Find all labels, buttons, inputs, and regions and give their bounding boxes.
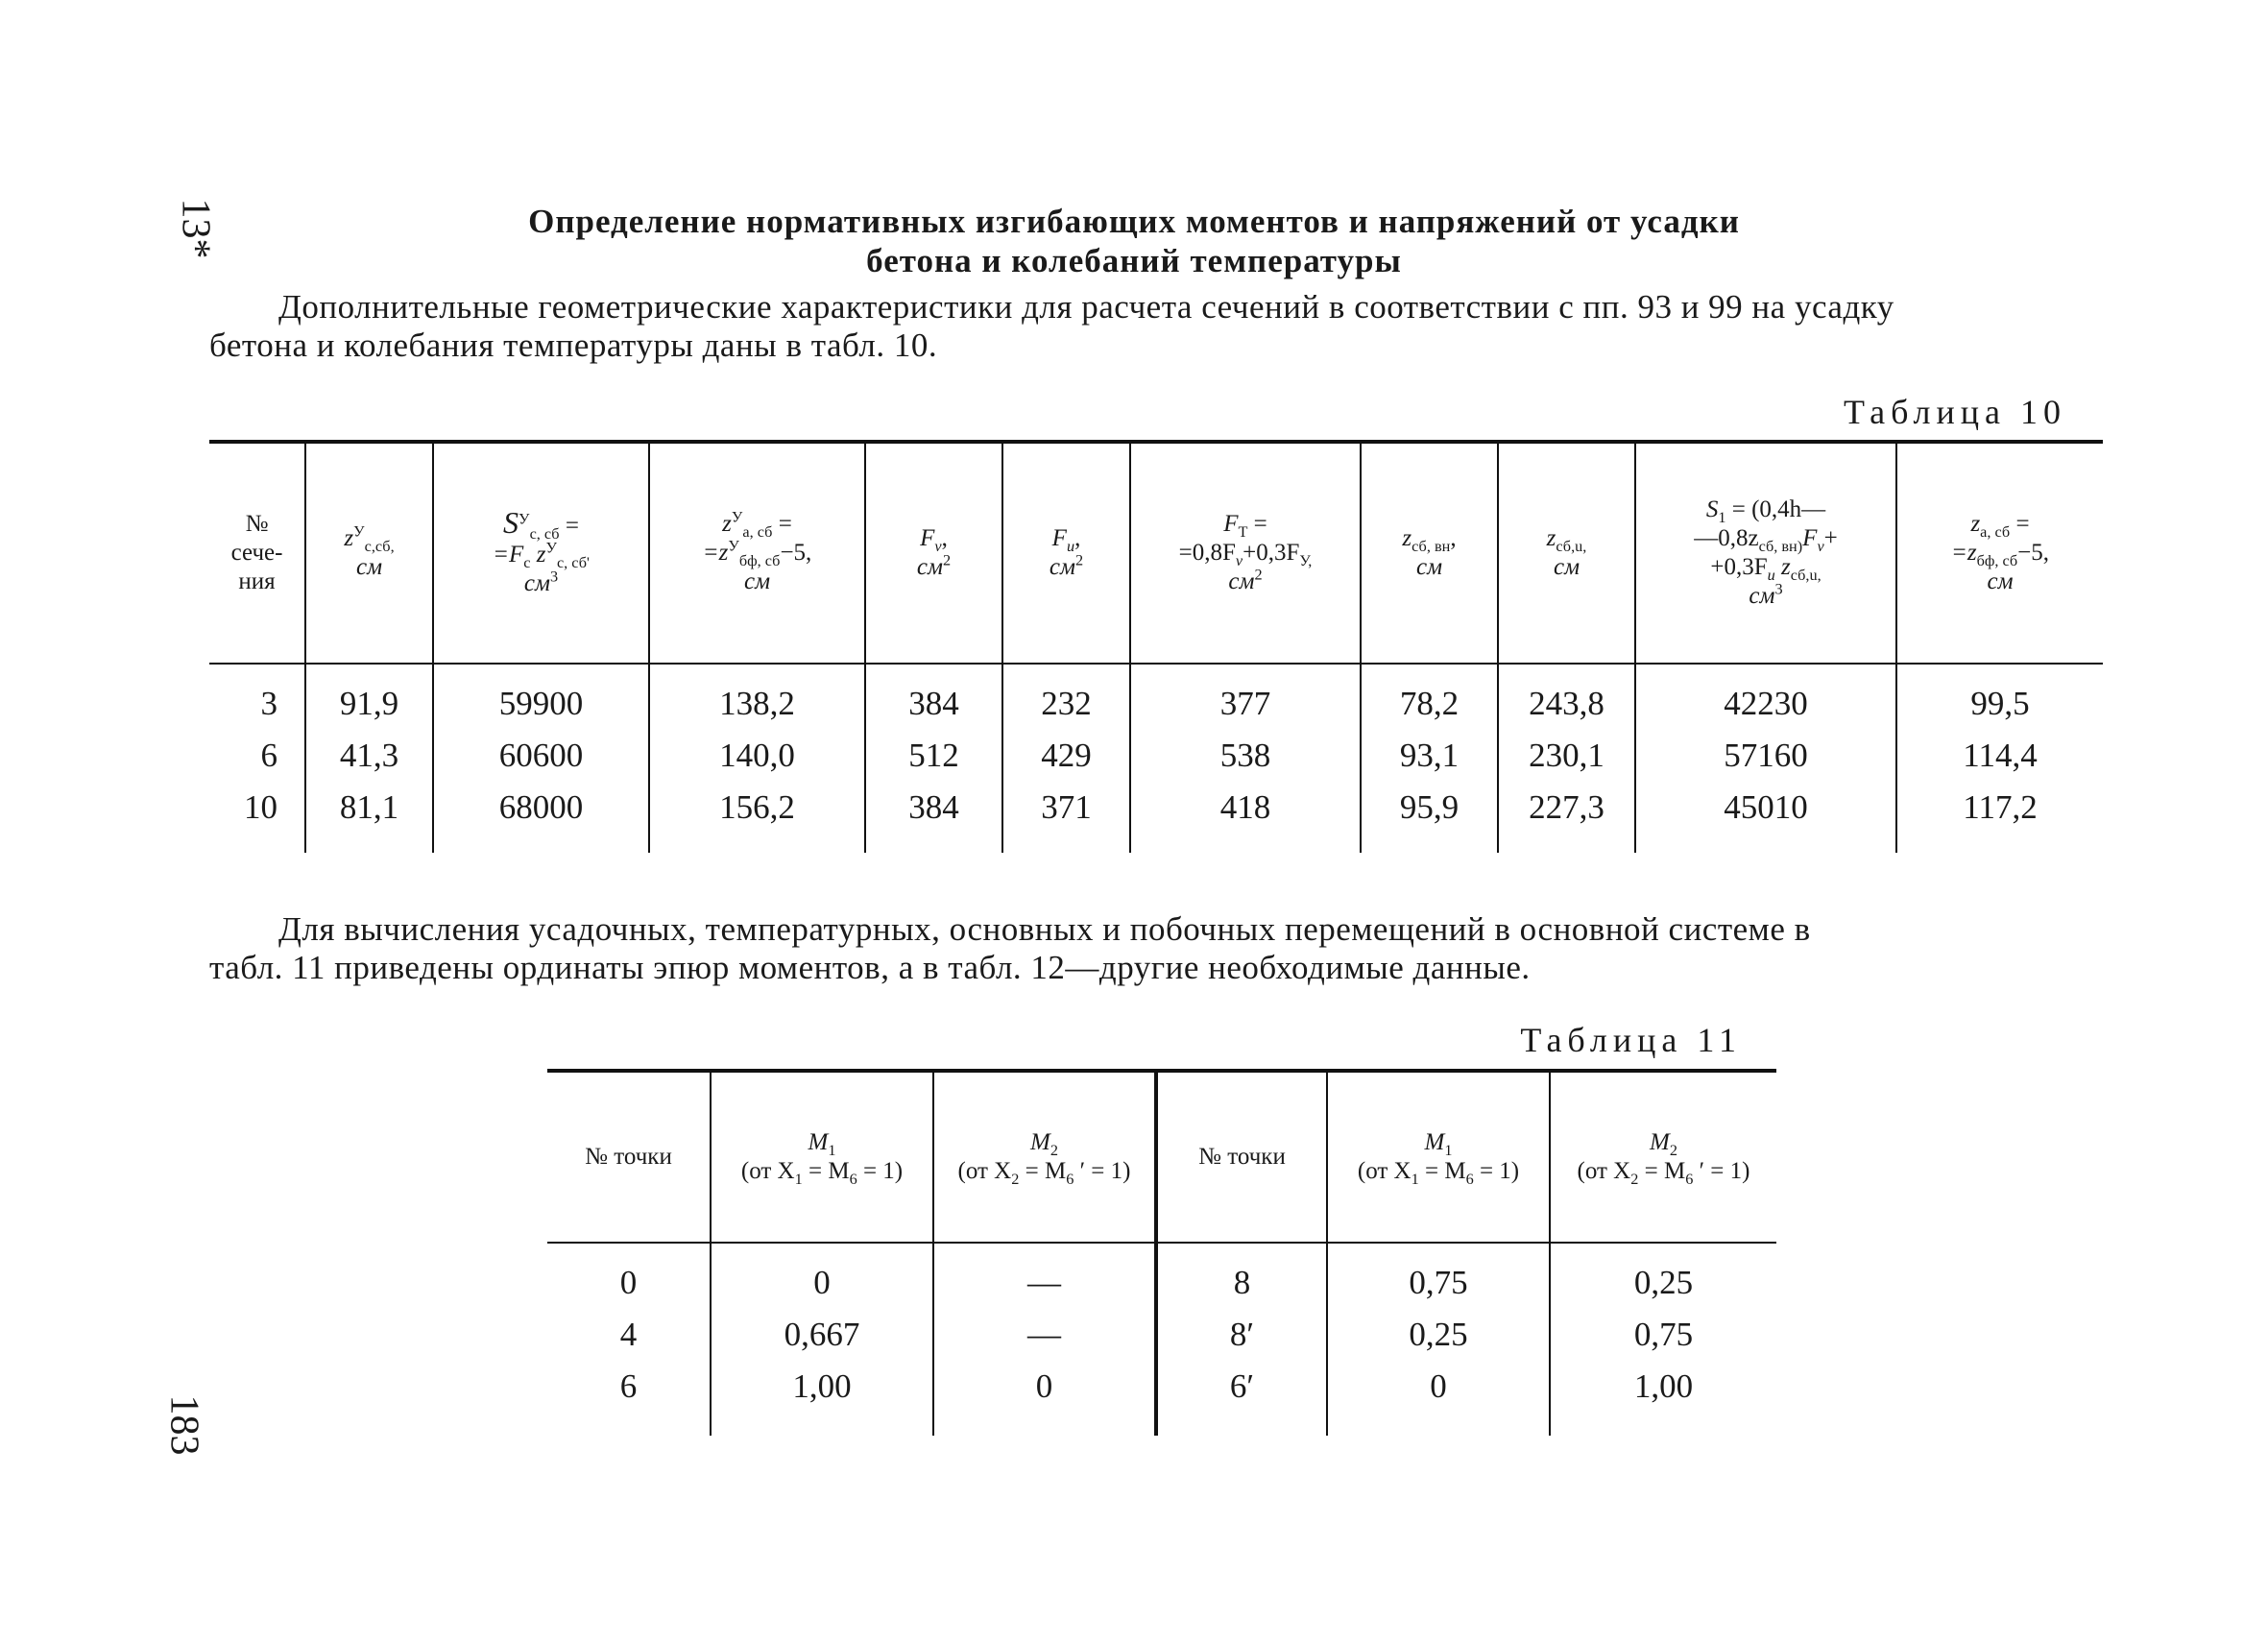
intro-line-2: бетона и колебания температуры даны в табл. 10. bbox=[209, 326, 938, 364]
cell-value: 41,3 bbox=[305, 730, 433, 782]
header-z-c-sb: $z^У_{с,сб,}$ см bbox=[305, 442, 433, 664]
cell-value: — bbox=[933, 1309, 1156, 1361]
cell-value: 232 bbox=[1002, 664, 1130, 730]
heading-line-2: бетона и колебаний температуры bbox=[866, 242, 1402, 279]
cell-value: 377 bbox=[1130, 664, 1361, 730]
header-point-number: № точки bbox=[547, 1071, 711, 1243]
header-f-u: $F_u$, $см^2$ bbox=[1002, 442, 1130, 664]
cell-value: 512 bbox=[865, 730, 1002, 782]
intro-paragraph bbox=[209, 288, 2111, 365]
table-row bbox=[547, 1361, 1776, 1436]
header-z-sb-vn: $z_{сб, вн}$, см bbox=[1361, 442, 1498, 664]
header-z-a-sb-2: $z_{а, сб}$ = $=z_{бф, сб}-5$, см bbox=[1896, 442, 2103, 664]
second-line-1: Для вычисления усадочных, температурных, основных и побочных перемещений в основной системе в bbox=[278, 910, 1811, 948]
cell-value: 230,1 bbox=[1498, 730, 1635, 782]
cell-value: 371 bbox=[1002, 782, 1130, 853]
cell-value: 384 bbox=[865, 782, 1002, 853]
header-m2: $M_2$ (от $X_2 = M_6$ ′ = 1) bbox=[933, 1071, 1156, 1243]
cell-value: 384 bbox=[865, 664, 1002, 730]
header-m1-2: $M_1$ (от $X_1 = M_6 = 1$) bbox=[1327, 1071, 1550, 1243]
cell-value: 68000 bbox=[433, 782, 649, 853]
header-f-v: $F_v$, $см^2$ bbox=[865, 442, 1002, 664]
table-10 bbox=[209, 440, 2103, 853]
cell-section: 3 bbox=[260, 685, 277, 722]
header-f-t: $F_Т$ = $=0,8F_v+0,3F_{У,}$ $см^2$ bbox=[1130, 442, 1361, 664]
header-s-c-sb: $S^У_{с, сб}$ = $=F_с$ $z^У_{с, сб'}$ $см^3$ bbox=[433, 442, 649, 664]
cell-value: — bbox=[933, 1243, 1156, 1309]
cell-value: 0 bbox=[933, 1361, 1156, 1436]
header-z-a-sb: $z^У_{а, сб}$ = $=z^У_{бф, сб}-5$, см bbox=[649, 442, 865, 664]
table-row bbox=[547, 1243, 1776, 1309]
table-row bbox=[209, 730, 2103, 782]
cell-value: 1,00 bbox=[1550, 1361, 1776, 1436]
cell-value: 91,9 bbox=[305, 664, 433, 730]
cell-section: 10 bbox=[244, 788, 277, 826]
cell-value: 0,25 bbox=[1327, 1309, 1550, 1361]
cell-value: 93,1 bbox=[1361, 730, 1498, 782]
cell-value: 59900 bbox=[433, 664, 649, 730]
cell-value: 0,667 bbox=[711, 1309, 933, 1361]
cell-value: 0 bbox=[1327, 1361, 1550, 1436]
cell-value: 538 bbox=[1130, 730, 1361, 782]
section-heading bbox=[0, 202, 2268, 280]
cell-value: 60600 bbox=[433, 730, 649, 782]
cell-value: 1,00 bbox=[711, 1361, 933, 1436]
table11-header-row bbox=[547, 1071, 1776, 1243]
cell-value: 0,25 bbox=[1550, 1243, 1776, 1309]
cell-value: 0,75 bbox=[1550, 1309, 1776, 1361]
cell-point: 0 bbox=[619, 1264, 638, 1301]
cell-point: 4 bbox=[619, 1316, 638, 1353]
cell-section: 6 bbox=[260, 737, 277, 774]
cell-value: 95,9 bbox=[1361, 782, 1498, 853]
header-s1: $S_1$ = (0,4h— $—0,8z_{сб, вн)}F_v+$ $+0,3F_u$ $z_{сб,u,}$ $см^3$ bbox=[1635, 442, 1896, 664]
cell-value: 57160 bbox=[1635, 730, 1896, 782]
header-point-number-2: № точки bbox=[1156, 1071, 1327, 1243]
intro-line-1: Дополнительные геометрические характеристики для расчета сечений в соответствии с пп. 93 и 99 на усадку bbox=[278, 288, 1894, 326]
cell-point: 8 bbox=[1156, 1243, 1327, 1309]
header-m2-2: $M_2$ (от $X_2 = M_6$ ′ = 1) bbox=[1550, 1071, 1776, 1243]
cell-value: 99,5 bbox=[1896, 664, 2103, 730]
cell-value: 418 bbox=[1130, 782, 1361, 853]
cell-value: 156,2 bbox=[649, 782, 865, 853]
table-row bbox=[209, 782, 2103, 853]
table10-caption: Таблица 10 bbox=[1844, 393, 2066, 431]
cell-point: 8′ bbox=[1156, 1309, 1327, 1361]
table-row bbox=[547, 1309, 1776, 1361]
margin-page-mark: 13* bbox=[173, 198, 218, 259]
cell-value: 81,1 bbox=[305, 782, 433, 853]
cell-point: 6′ bbox=[1156, 1361, 1327, 1436]
cell-value: 138,2 bbox=[649, 664, 865, 730]
cell-value: 45010 bbox=[1635, 782, 1896, 853]
cell-value: 114,4 bbox=[1896, 730, 2103, 782]
cell-value: 243,8 bbox=[1498, 664, 1635, 730]
cell-value: 0,75 bbox=[1327, 1243, 1550, 1309]
header-m1: $M_1$ (от $X_1 = M_6 = 1$) bbox=[711, 1071, 933, 1243]
heading-line-1: Определение нормативных изгибающих моментов и напряжений от усадки bbox=[528, 203, 1740, 240]
margin-page-number: 183 bbox=[161, 1394, 206, 1456]
header-section-number: № сече- ния bbox=[209, 442, 305, 664]
cell-value: 0 bbox=[711, 1243, 933, 1309]
cell-value: 117,2 bbox=[1896, 782, 2103, 853]
cell-point: 6 bbox=[619, 1367, 638, 1405]
second-line-2: табл. 11 приведены ординаты эпюр моментов, а в табл. 12—другие необходимые данные. bbox=[209, 949, 1531, 986]
cell-value: 429 bbox=[1002, 730, 1130, 782]
second-paragraph bbox=[209, 910, 2111, 987]
cell-value: 42230 bbox=[1635, 664, 1896, 730]
table10-header-row bbox=[209, 442, 2103, 664]
cell-value: 227,3 bbox=[1498, 782, 1635, 853]
cell-value: 78,2 bbox=[1361, 664, 1498, 730]
cell-value: 140,0 bbox=[649, 730, 865, 782]
header-z-sb-u: $z_{сб,u,}$ см bbox=[1498, 442, 1635, 664]
table-row bbox=[209, 664, 2103, 730]
table11-caption: Таблица 11 bbox=[1520, 1021, 1742, 1059]
table-11 bbox=[547, 1069, 1776, 1436]
